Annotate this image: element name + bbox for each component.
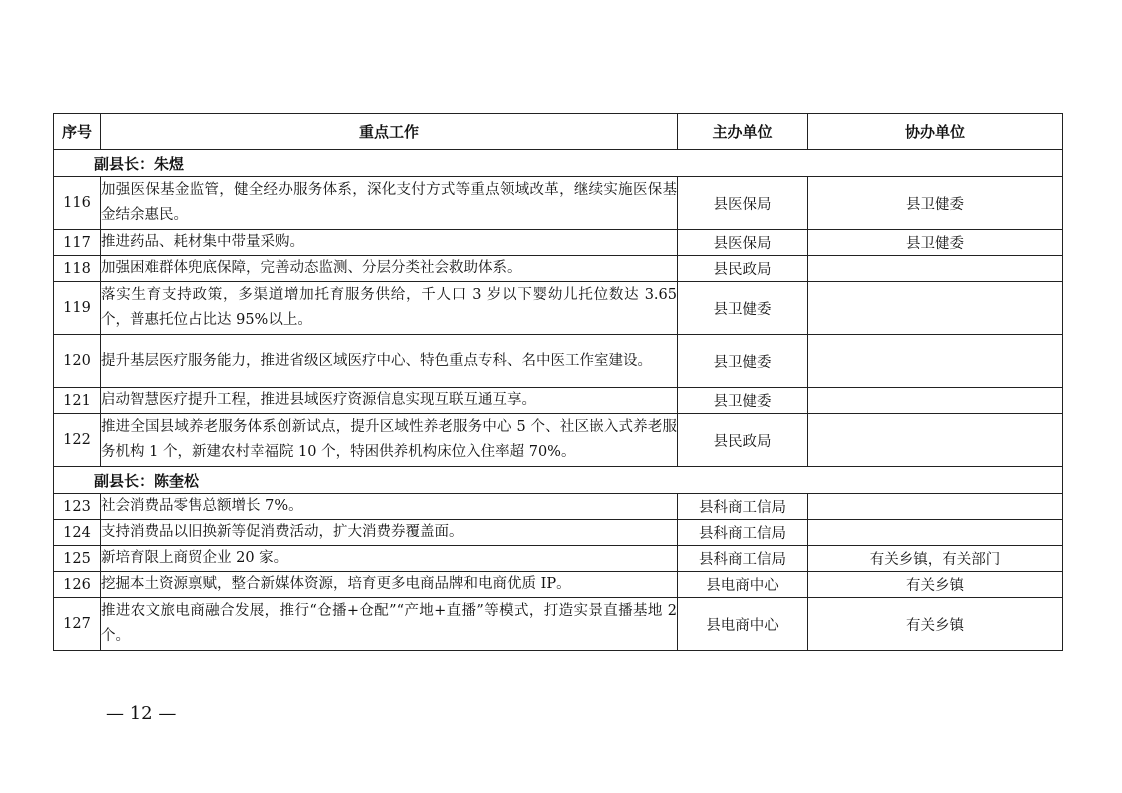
group-row — [54, 467, 1063, 494]
row-lead: 县科商工信局 — [678, 494, 808, 520]
row-assist: 县卫健委 — [808, 177, 1063, 230]
header-assist: 协办单位 — [808, 114, 1063, 150]
group-row — [54, 150, 1063, 177]
row-lead: 县民政局 — [678, 256, 808, 282]
row-task: 加强困难群体兜底保障，完善动态监测、分层分类社会救助体系。 — [101, 256, 678, 282]
row-assist: 有关乡镇 — [808, 572, 1063, 598]
table-row — [54, 282, 1063, 335]
row-no: 117 — [54, 230, 101, 256]
row-assist — [808, 388, 1063, 414]
table-row — [54, 598, 1063, 651]
row-task: 提升基层医疗服务能力，推进省级区域医疗中心、特色重点专科、名中医工作室建设。 — [101, 335, 678, 388]
table-row — [54, 494, 1063, 520]
row-lead: 县卫健委 — [678, 388, 808, 414]
header-no: 序号 — [54, 114, 101, 150]
row-lead: 县医保局 — [678, 230, 808, 256]
row-assist — [808, 494, 1063, 520]
table-row — [54, 414, 1063, 467]
row-assist — [808, 335, 1063, 388]
row-lead: 县卫健委 — [678, 282, 808, 335]
table-row — [54, 388, 1063, 414]
table-row — [54, 546, 1063, 572]
row-task: 落实生育支持政策，多渠道增加托育服务供给，千人口 3 岁以下婴幼儿托位数达 3.65 个，普惠托位占比达 95%以上。 — [101, 282, 678, 335]
row-no: 116 — [54, 177, 101, 230]
row-assist — [808, 282, 1063, 335]
row-lead: 县卫健委 — [678, 335, 808, 388]
row-task: 社会消费品零售总额增长 7%。 — [101, 494, 678, 520]
row-no: 119 — [54, 282, 101, 335]
page-number: — 12 — — [106, 703, 177, 724]
row-no: 126 — [54, 572, 101, 598]
group-title: 副县长：陈奎松 — [54, 467, 1063, 494]
row-assist — [808, 414, 1063, 467]
table-row — [54, 256, 1063, 282]
row-assist — [808, 256, 1063, 282]
row-no: 120 — [54, 335, 101, 388]
row-no: 125 — [54, 546, 101, 572]
row-lead: 县电商中心 — [678, 598, 808, 651]
group-title: 副县长：朱煜 — [54, 150, 1063, 177]
row-lead: 县科商工信局 — [678, 520, 808, 546]
row-no: 121 — [54, 388, 101, 414]
table-row — [54, 572, 1063, 598]
row-lead: 县民政局 — [678, 414, 808, 467]
table-header-row — [54, 114, 1063, 150]
row-assist: 县卫健委 — [808, 230, 1063, 256]
row-lead: 县医保局 — [678, 177, 808, 230]
row-assist — [808, 520, 1063, 546]
work-task-table — [53, 113, 1063, 651]
row-task: 挖掘本土资源禀赋，整合新媒体资源，培育更多电商品牌和电商优质 IP。 — [101, 572, 678, 598]
header-lead: 主办单位 — [678, 114, 808, 150]
row-task: 新培育限上商贸企业 20 家。 — [101, 546, 678, 572]
row-task: 推进药品、耗材集中带量采购。 — [101, 230, 678, 256]
row-lead: 县电商中心 — [678, 572, 808, 598]
table-row — [54, 520, 1063, 546]
row-task: 推进农文旅电商融合发展，推行“仓播+仓配”“产地+直播”等模式，打造实景直播基地 2 个。 — [101, 598, 678, 651]
row-no: 122 — [54, 414, 101, 467]
row-no: 124 — [54, 520, 101, 546]
row-task: 加强医保基金监管，健全经办服务体系，深化支付方式等重点领域改革，继续实施医保基金结余惠民。 — [101, 177, 678, 230]
table-row — [54, 230, 1063, 256]
row-no: 118 — [54, 256, 101, 282]
row-no: 123 — [54, 494, 101, 520]
table-row — [54, 335, 1063, 388]
row-assist: 有关乡镇，有关部门 — [808, 546, 1063, 572]
row-no: 127 — [54, 598, 101, 651]
row-task: 推进全国县域养老服务体系创新试点，提升区域性养老服务中心 5 个、社区嵌入式养老服务机构 1 个，新建农村幸福院 10 个，特困供养机构床位入住率超 70%。 — [101, 414, 678, 467]
table-row — [54, 177, 1063, 230]
row-assist: 有关乡镇 — [808, 598, 1063, 651]
row-task: 启动智慧医疗提升工程，推进县域医疗资源信息实现互联互通互享。 — [101, 388, 678, 414]
row-task: 支持消费品以旧换新等促消费活动，扩大消费券覆盖面。 — [101, 520, 678, 546]
row-lead: 县科商工信局 — [678, 546, 808, 572]
header-task: 重点工作 — [101, 114, 678, 150]
